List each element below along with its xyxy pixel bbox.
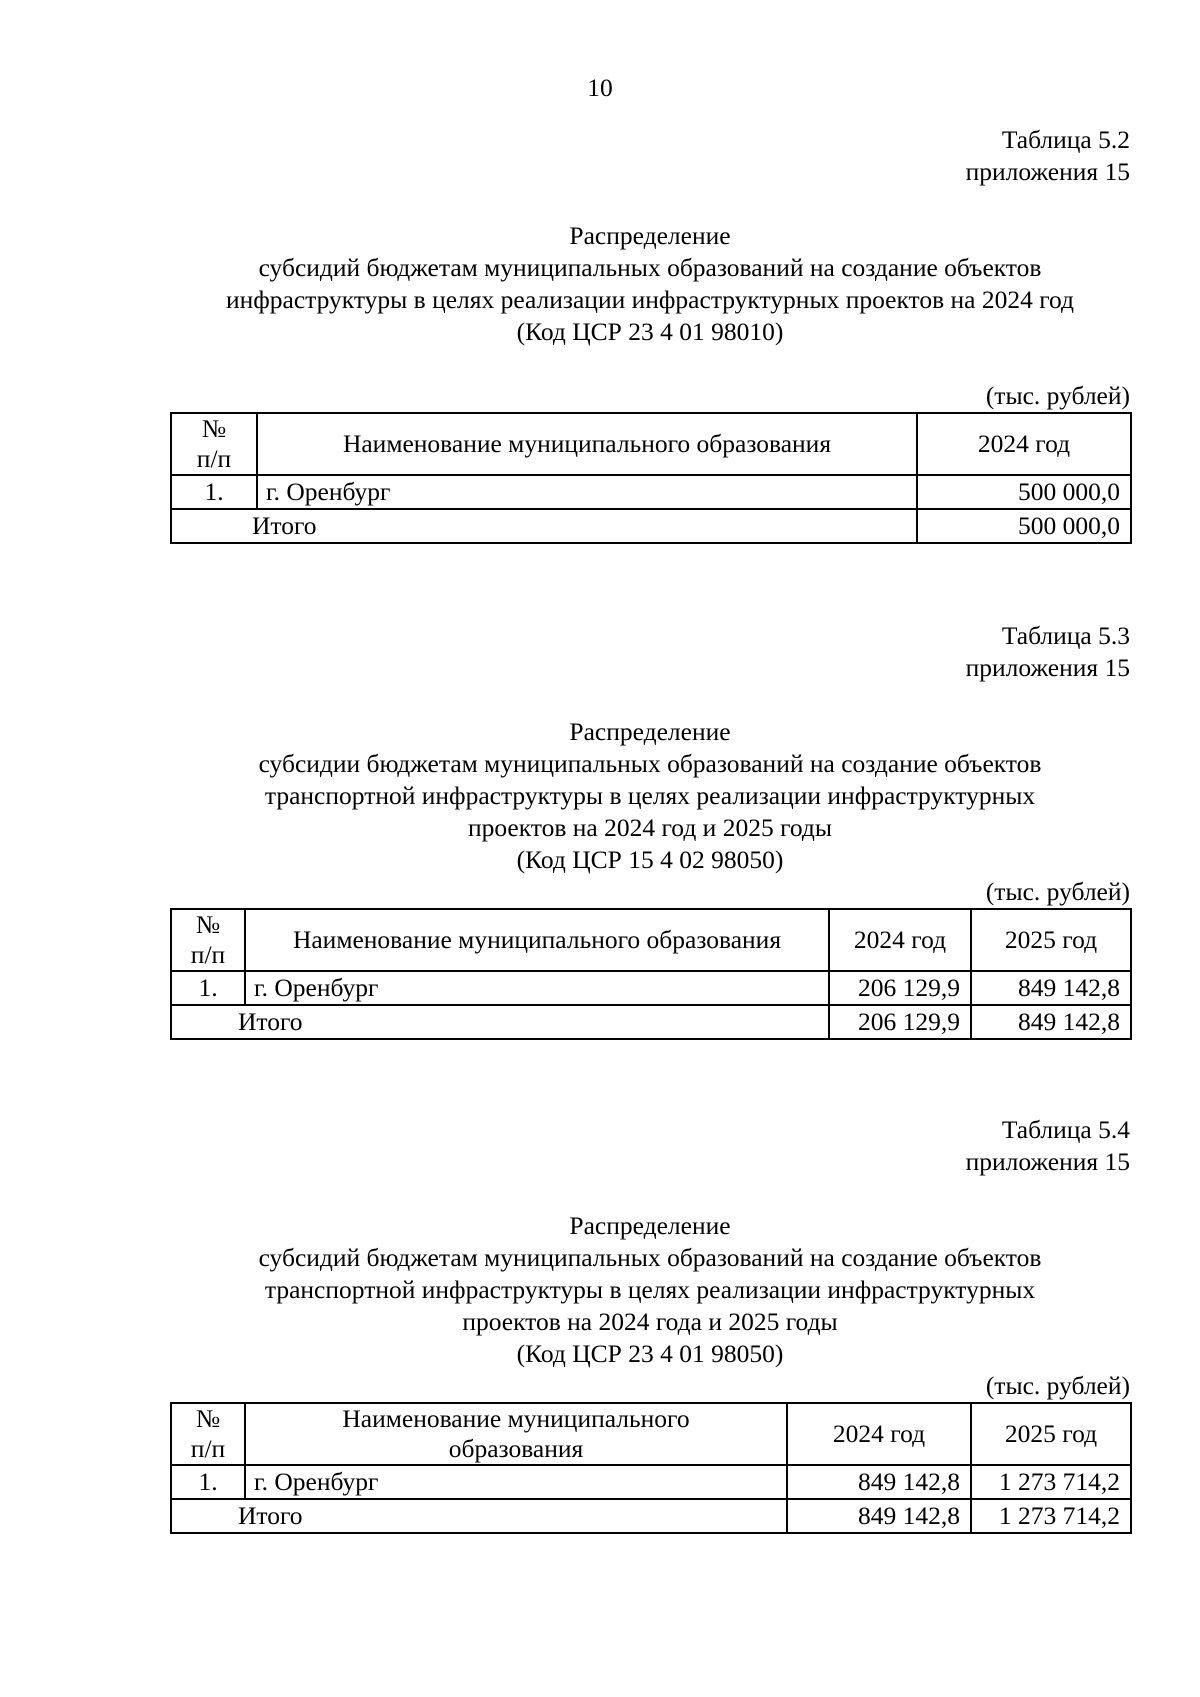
data-table <box>170 412 1132 544</box>
header-row <box>171 413 1131 475</box>
total-row <box>171 1499 1131 1533</box>
header-row <box>171 909 1131 971</box>
header-cell-number: № п/п <box>171 909 245 971</box>
row-value: 206 129,9 <box>829 971 971 1005</box>
heading-line: Распределение <box>569 1211 731 1240</box>
header-cell-year: 2024 год <box>787 1403 971 1465</box>
table-section-5-2 <box>170 124 1130 544</box>
row-name: г. Оренбург <box>257 475 917 509</box>
header-cell-year: 2025 год <box>971 909 1131 971</box>
total-label: Итого <box>171 509 917 543</box>
heading-line: субсидий бюджетам муниципальных образований на создание объектов <box>258 253 1042 282</box>
table-ref <box>170 620 1130 684</box>
table-ref-number: Таблица 5.3 <box>1001 621 1130 650</box>
table-ref-number: Таблица 5.2 <box>1001 125 1130 154</box>
row-number: 1. <box>171 971 245 1005</box>
row-value: 849 142,8 <box>787 1465 971 1499</box>
heading-line: транспортной инфраструктуры в целях реализации инфраструктурных <box>264 781 1036 810</box>
row-value: 500 000,0 <box>917 475 1131 509</box>
table-ref-number: Таблица 5.4 <box>1001 1115 1130 1144</box>
unit-label: (тыс. рублей) <box>985 1371 1130 1400</box>
table-ref-appendix: приложения 15 <box>965 1147 1130 1176</box>
data-table <box>170 908 1132 1040</box>
table-ref <box>170 1114 1130 1178</box>
heading-line: (Код ЦСР 23 4 01 98050) <box>516 1339 784 1368</box>
table-heading <box>170 716 1130 876</box>
unit-label: (тыс. рублей) <box>985 877 1130 906</box>
header-cell-name: Наименование муниципального образования <box>245 1403 787 1465</box>
header-cell-year: 2025 год <box>971 1403 1131 1465</box>
total-value: 849 142,8 <box>971 1005 1131 1039</box>
header-cell-name: Наименование муниципального образования <box>257 413 917 475</box>
unit-label: (тыс. рублей) <box>985 381 1130 410</box>
header-cell-year: 2024 год <box>829 909 971 971</box>
row-value: 1 273 714,2 <box>971 1465 1131 1499</box>
table-ref-appendix: приложения 15 <box>965 653 1130 682</box>
total-value: 849 142,8 <box>787 1499 971 1533</box>
heading-line: Распределение <box>569 717 731 746</box>
row-name: г. Оренбург <box>245 1465 787 1499</box>
row-name: г. Оренбург <box>245 971 829 1005</box>
total-row <box>171 509 1131 543</box>
table-section-5-3 <box>170 620 1130 1040</box>
row-number: 1. <box>171 1465 245 1499</box>
heading-line: инфраструктуры в целях реализации инфраструктурных проектов на 2024 год <box>225 285 1075 314</box>
table-heading <box>170 220 1130 348</box>
total-value: 1 273 714,2 <box>971 1499 1131 1533</box>
total-label: Итого <box>171 1499 787 1533</box>
header-cell-year: 2024 год <box>917 413 1131 475</box>
table-row <box>171 971 1131 1005</box>
header-cell-number: № п/п <box>171 413 257 475</box>
total-value: 206 129,9 <box>829 1005 971 1039</box>
heading-line: проектов на 2024 года и 2025 годы <box>462 1307 838 1336</box>
row-number: 1. <box>171 475 257 509</box>
total-value: 500 000,0 <box>917 509 1131 543</box>
header-cell-name: Наименование муниципального образования <box>245 909 829 971</box>
table-ref <box>170 124 1130 188</box>
heading-line: проектов на 2024 год и 2025 годы <box>467 813 833 842</box>
heading-line: субсидии бюджетам муниципальных образований на создание объектов <box>258 749 1042 778</box>
total-label: Итого <box>171 1005 829 1039</box>
table-section-5-4 <box>170 1114 1130 1534</box>
heading-line: субсидий бюджетам муниципальных образований на создание объектов <box>258 1243 1042 1272</box>
table-row <box>171 475 1131 509</box>
heading-line: (Код ЦСР 23 4 01 98010) <box>516 317 784 346</box>
table-ref-appendix: приложения 15 <box>965 157 1130 186</box>
header-row <box>171 1403 1131 1465</box>
table-heading <box>170 1210 1130 1370</box>
heading-line: (Код ЦСР 15 4 02 98050) <box>516 845 784 874</box>
heading-line: транспортной инфраструктуры в целях реализации инфраструктурных <box>264 1275 1036 1304</box>
table-row <box>171 1465 1131 1499</box>
data-table <box>170 1402 1132 1534</box>
header-cell-number: № п/п <box>171 1403 245 1465</box>
total-row <box>171 1005 1131 1039</box>
heading-line: Распределение <box>569 221 731 250</box>
row-value: 849 142,8 <box>971 971 1131 1005</box>
page-number: 10 <box>587 73 613 102</box>
